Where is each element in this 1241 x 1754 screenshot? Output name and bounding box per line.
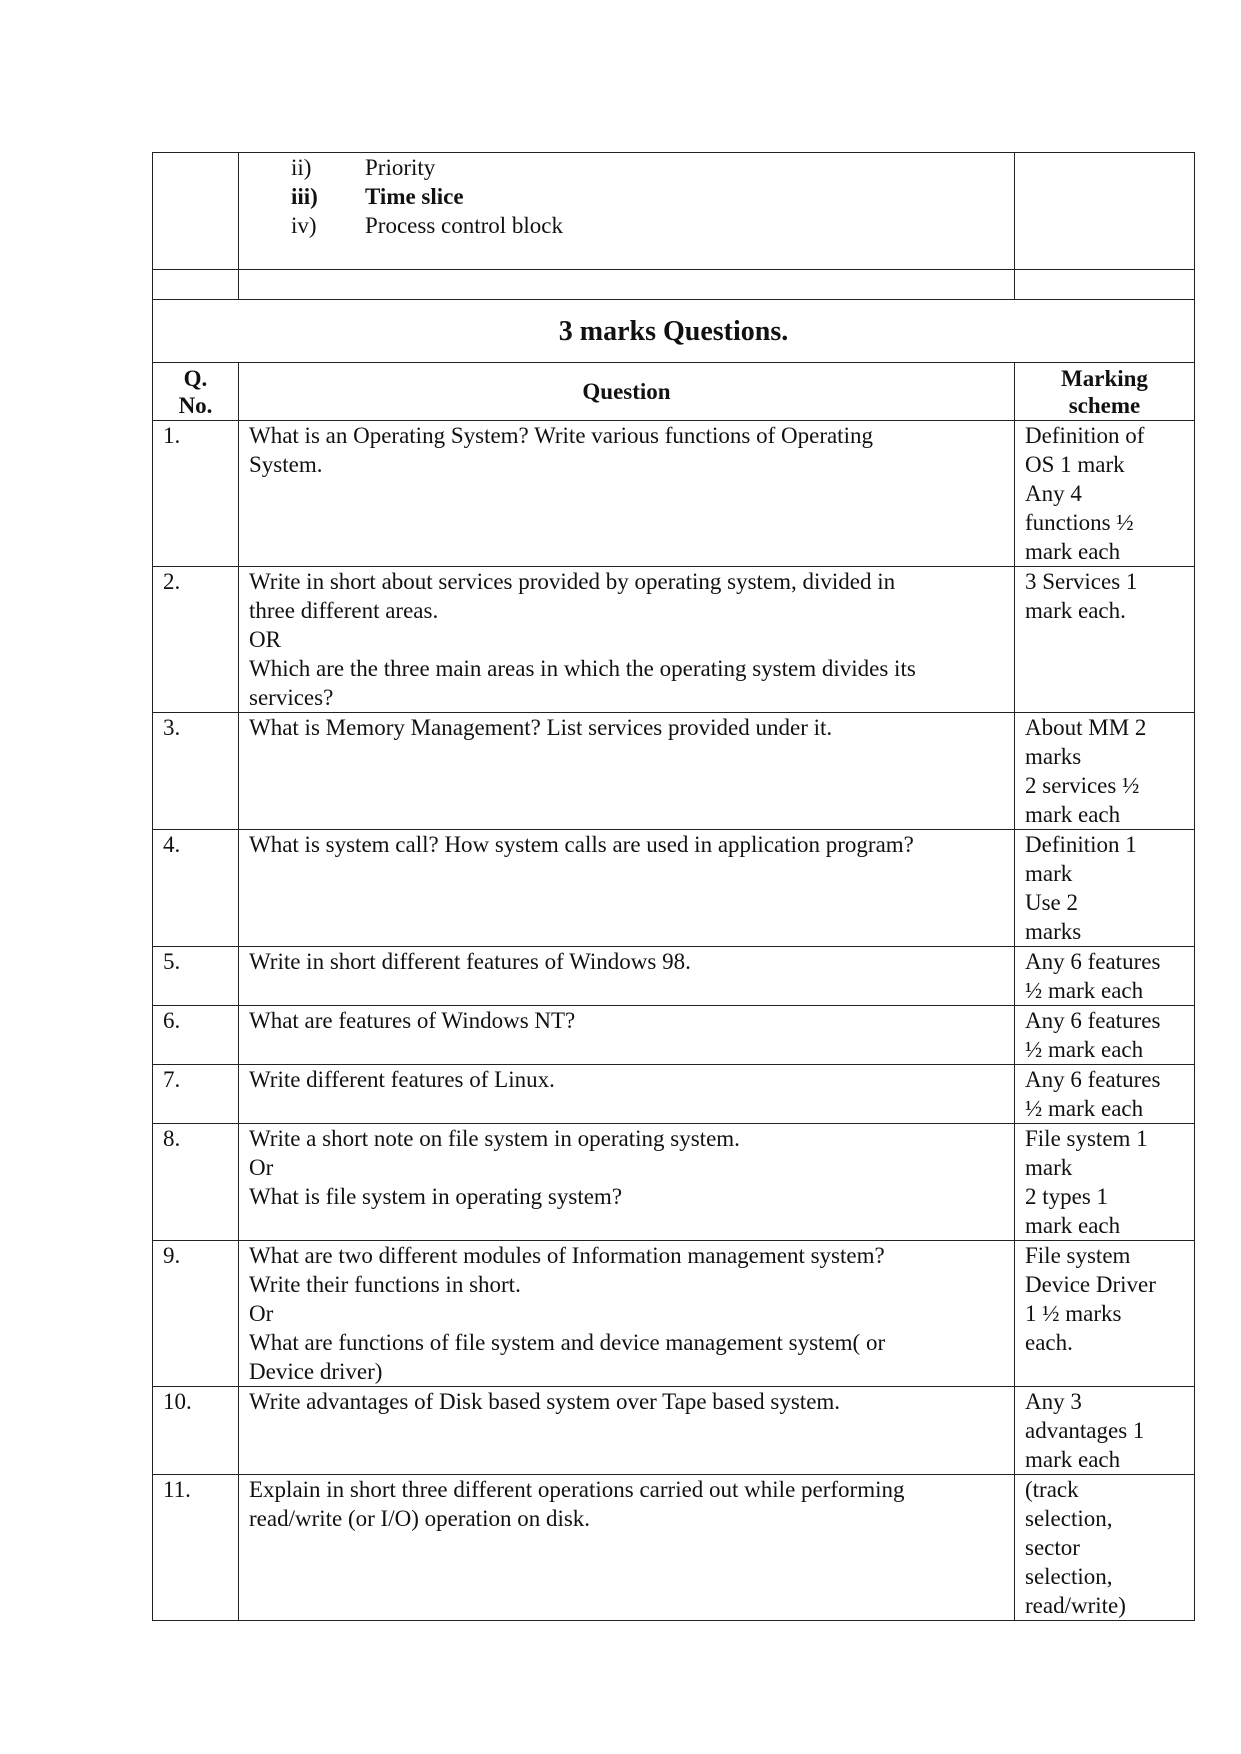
option-item: iv) Process control block <box>291 213 564 238</box>
options-list <box>239 153 1015 270</box>
question-line: Which are the three main areas in which the operating system divides its <box>249 656 916 681</box>
question-line: What is Memory Management? List services provided under it. <box>249 715 833 740</box>
question-line: What is file system in operating system? <box>249 1184 623 1209</box>
marking-line: mark each. <box>1025 598 1126 623</box>
table-row <box>153 1124 1195 1241</box>
marking-line: 1 ½ marks <box>1025 1301 1122 1326</box>
question-line: services? <box>249 685 334 710</box>
marking-line: 3 Services 1 <box>1025 569 1138 594</box>
marking-line: Device Driver <box>1025 1272 1156 1297</box>
marking-line: File system 1 <box>1025 1126 1148 1151</box>
marking-line: Any 3 <box>1025 1389 1082 1414</box>
marking-line: functions ½ <box>1025 510 1134 535</box>
marking-scheme <box>1015 1065 1195 1124</box>
question-text <box>239 1065 1015 1124</box>
qno-header: Q. No. <box>153 363 239 421</box>
question-number: 3. <box>153 713 239 830</box>
option-item: ii) Priority <box>291 155 436 180</box>
empty-row <box>153 270 1195 300</box>
question-number: 2. <box>153 567 239 713</box>
marking-scheme <box>1015 1124 1195 1241</box>
question-line: three different areas. <box>249 598 439 623</box>
marking-line: mark <box>1025 861 1073 886</box>
question-line: What is an Operating System? Write various functions of Operating <box>249 423 873 448</box>
marking-line: 2 types 1 <box>1025 1184 1109 1209</box>
marking-line: Any 6 features <box>1025 949 1161 974</box>
marking-line: sector <box>1025 1535 1080 1560</box>
marking-line: Definition of <box>1025 423 1145 448</box>
question-number: 4. <box>153 830 239 947</box>
question-line: Write advantages of Disk based system over Tape based system. <box>249 1389 841 1414</box>
marking-line: advantages 1 <box>1025 1418 1145 1443</box>
table-row <box>153 1475 1195 1621</box>
marking-line: mark <box>1025 1155 1073 1180</box>
marking-line: Use 2 <box>1025 890 1079 915</box>
marking-line: Any 6 features <box>1025 1067 1161 1092</box>
question-line: OR <box>249 627 281 652</box>
marking-line: Any 6 features <box>1025 1008 1161 1033</box>
question-line: System. <box>249 452 323 477</box>
question-text <box>239 830 1015 947</box>
question-line: Write in short about services provided by operating system, divided in <box>249 569 896 594</box>
table-row <box>153 713 1195 830</box>
marking-scheme <box>1015 713 1195 830</box>
question-line: Write in short different features of Windows 98. <box>249 949 691 974</box>
questions-table <box>152 152 1195 1621</box>
marking-scheme <box>1015 947 1195 1006</box>
marking-scheme <box>1015 830 1195 947</box>
question-text <box>239 421 1015 567</box>
table-row <box>153 830 1195 947</box>
question-number: 10. <box>153 1387 239 1475</box>
marking-line: File system <box>1025 1243 1131 1268</box>
question-text <box>239 1241 1015 1387</box>
question-line: What is system call? How system calls are used in application program? <box>249 832 914 857</box>
question-number: 6. <box>153 1006 239 1065</box>
marking-line: each. <box>1025 1330 1073 1355</box>
question-line: What are features of Windows NT? <box>249 1008 576 1033</box>
marking-line: mark each <box>1025 1447 1121 1472</box>
question-text <box>239 1387 1015 1475</box>
table-row <box>153 947 1195 1006</box>
exam-page <box>152 152 1194 1621</box>
marking-line: read/write) <box>1025 1593 1126 1618</box>
question-line: Write different features of Linux. <box>249 1067 555 1092</box>
question-text <box>239 1475 1015 1621</box>
marking-scheme <box>1015 567 1195 713</box>
marking-scheme <box>1015 1241 1195 1387</box>
table-row <box>153 567 1195 713</box>
marking-line: marks <box>1025 919 1082 944</box>
marking-line: (track <box>1025 1477 1079 1502</box>
question-line: Write a short note on file system in operating system. <box>249 1126 740 1151</box>
continuation-row <box>153 153 1195 270</box>
question-text <box>239 713 1015 830</box>
marking-scheme <box>1015 1006 1195 1065</box>
marking-line: ½ mark each <box>1025 1037 1144 1062</box>
question-line: read/write (or I/O) operation on disk. <box>249 1506 591 1531</box>
question-text <box>239 947 1015 1006</box>
question-line: Or <box>249 1155 274 1180</box>
marking-line: ½ mark each <box>1025 978 1144 1003</box>
question-line: Device driver) <box>249 1359 383 1384</box>
table-row <box>153 1387 1195 1475</box>
marking-line: marks <box>1025 744 1082 769</box>
marking-scheme <box>1015 1475 1195 1621</box>
marking-scheme <box>1015 1387 1195 1475</box>
marking-header: Marking scheme <box>1015 363 1195 421</box>
marking-line: Any 4 <box>1025 481 1082 506</box>
section-title: 3 marks Questions. <box>153 300 1195 363</box>
table-header <box>153 363 1195 421</box>
question-line: Write their functions in short. <box>249 1272 521 1297</box>
marking-line: mark each <box>1025 802 1121 827</box>
question-text <box>239 567 1015 713</box>
marking-line: mark each <box>1025 1213 1121 1238</box>
question-line: Or <box>249 1301 274 1326</box>
question-line: Explain in short three different operations carried out while performing <box>249 1477 905 1502</box>
question-line: What are functions of file system and device management system( or <box>249 1330 886 1355</box>
section-title-row <box>153 300 1195 363</box>
marking-line: mark each <box>1025 539 1121 564</box>
question-header: Question <box>239 363 1015 421</box>
question-text <box>239 1124 1015 1241</box>
marking-line: selection, <box>1025 1564 1113 1589</box>
marking-line: 2 services ½ <box>1025 773 1140 798</box>
question-line: What are two different modules of Information management system? <box>249 1243 885 1268</box>
table-row <box>153 1241 1195 1387</box>
table-row <box>153 1006 1195 1065</box>
marking-line: selection, <box>1025 1506 1113 1531</box>
question-number: 5. <box>153 947 239 1006</box>
marking-line: About MM 2 <box>1025 715 1147 740</box>
table-row <box>153 421 1195 567</box>
question-text <box>239 1006 1015 1065</box>
question-number: 7. <box>153 1065 239 1124</box>
question-number: 9. <box>153 1241 239 1387</box>
marking-line: OS 1 mark <box>1025 452 1125 477</box>
marking-line: ½ mark each <box>1025 1096 1144 1121</box>
marking-scheme <box>1015 421 1195 567</box>
table-row <box>153 1065 1195 1124</box>
question-number: 1. <box>153 421 239 567</box>
option-item: iii) Time slice <box>291 184 464 209</box>
marking-line: Definition 1 <box>1025 832 1137 857</box>
question-number: 8. <box>153 1124 239 1241</box>
question-number: 11. <box>153 1475 239 1621</box>
